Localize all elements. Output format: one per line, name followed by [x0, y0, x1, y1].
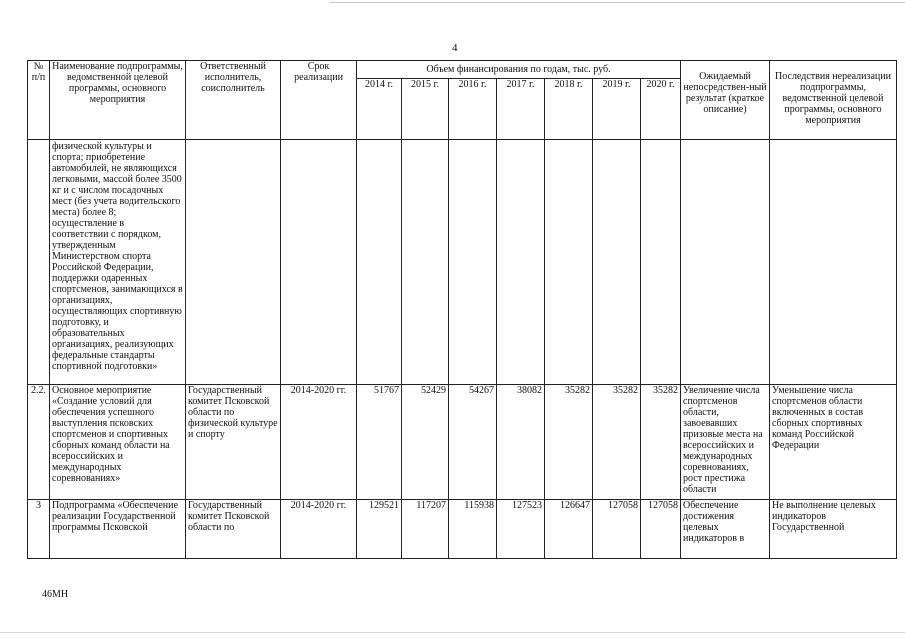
row-value-2018 [545, 140, 593, 385]
table-row [28, 140, 897, 385]
row-consequences: Уменьшение числа спортсменов области включенных в состав сборных спортивных команд Российской Федерации [770, 385, 897, 500]
program-table [27, 60, 897, 559]
row-value-2020: 35282 [641, 385, 681, 500]
header-year-2019: 2019 г. [593, 79, 641, 140]
header-result: Ожидаемый непосредствен-ный результат (краткое описание) [681, 61, 770, 140]
header-year-2018: 2018 г. [545, 79, 593, 140]
header-year-2017: 2017 г. [497, 79, 545, 140]
row-value-2019 [593, 140, 641, 385]
scan-edge-bottom [0, 632, 905, 633]
row-term: 2014-2020 гг. [281, 500, 357, 559]
row-value-2016 [449, 140, 497, 385]
row-value-2018: 126647 [545, 500, 593, 559]
row-value-2016: 54267 [449, 385, 497, 500]
scan-edge-top [330, 2, 905, 3]
page-number: 4 [452, 42, 458, 54]
header-year-2015: 2015 г. [402, 79, 449, 140]
row-value-2014: 51767 [357, 385, 402, 500]
row-result [681, 140, 770, 385]
row-value-2018: 35282 [545, 385, 593, 500]
row-value-2019: 35282 [593, 385, 641, 500]
row-value-2015 [402, 140, 449, 385]
header-consequences: Последствия нереализации подпрограммы, ведомственной целевой программы, основного мероприятия [770, 61, 897, 140]
row-name: Основное мероприятие «Создание условий для обеспечения успешного выступления псковских спортсменов и спортивных сборных команд области на всероссийских и международных соревнованиях» [50, 385, 186, 500]
header-year-2016: 2016 г. [449, 79, 497, 140]
table-row [28, 385, 897, 500]
row-value-2019: 127058 [593, 500, 641, 559]
row-consequences: Не выполнение целевых индикаторов Государственной [770, 500, 897, 559]
header-term: Срок реализации [281, 61, 357, 140]
row-num [28, 140, 50, 385]
row-value-2017: 38082 [497, 385, 545, 500]
row-num: 3 [28, 500, 50, 559]
row-value-2020: 127058 [641, 500, 681, 559]
row-value-2016: 115938 [449, 500, 497, 559]
row-value-2017: 127523 [497, 500, 545, 559]
header-year-2020: 2020 г. [641, 79, 681, 140]
row-executor [186, 140, 281, 385]
row-value-2017 [497, 140, 545, 385]
header-funding: Объем финансирования по годам, тыс. руб. [357, 61, 681, 79]
row-value-2014: 129521 [357, 500, 402, 559]
row-term: 2014-2020 гг. [281, 385, 357, 500]
header-year-2014: 2014 г. [357, 79, 402, 140]
row-value-2015: 52429 [402, 385, 449, 500]
table-row [28, 500, 897, 559]
row-value-2020 [641, 140, 681, 385]
header-name: Наименование подпрограммы, ведомственной целевой программы, основного мероприятия [50, 61, 186, 140]
row-name: физической культуры и спорта; приобретение автомобилей, не являющихся легковыми, массой более 3500 кг и с числом посадочных мест (без учета водительского места) более 8; осуществление в соответствии с порядком, утвержденным Министерством спорта Российской Федерации, поддержки одаренных спортсменов, занимающихся в организациях, осуществляющих спортивную подготовку, и образовательных организациях, реализующих федеральные стандарты спортивной подготовки» [50, 140, 186, 385]
row-result: Обеспечение достижения целевых индикаторов в [681, 500, 770, 559]
row-name: Подпрограмма «Обеспечение реализации Государственной программы Псковской [50, 500, 186, 559]
document-code: 46МН [42, 589, 69, 600]
row-result: Увеличение числа спортсменов области, завоевавших призовые места на всероссийских и международных соревнованиях, рост престижа области [681, 385, 770, 500]
row-num: 2.2. [28, 385, 50, 500]
row-executor: Государственный комитет Псковской области по [186, 500, 281, 559]
row-term [281, 140, 357, 385]
row-executor: Государственный комитет Псковской области по физической культуре и спорту [186, 385, 281, 500]
header-executor: Ответственный исполнитель, соисполнитель [186, 61, 281, 140]
header-num: № п/п [28, 61, 50, 140]
header-row [28, 61, 897, 79]
row-value-2014 [357, 140, 402, 385]
row-consequences [770, 140, 897, 385]
row-value-2015: 117207 [402, 500, 449, 559]
